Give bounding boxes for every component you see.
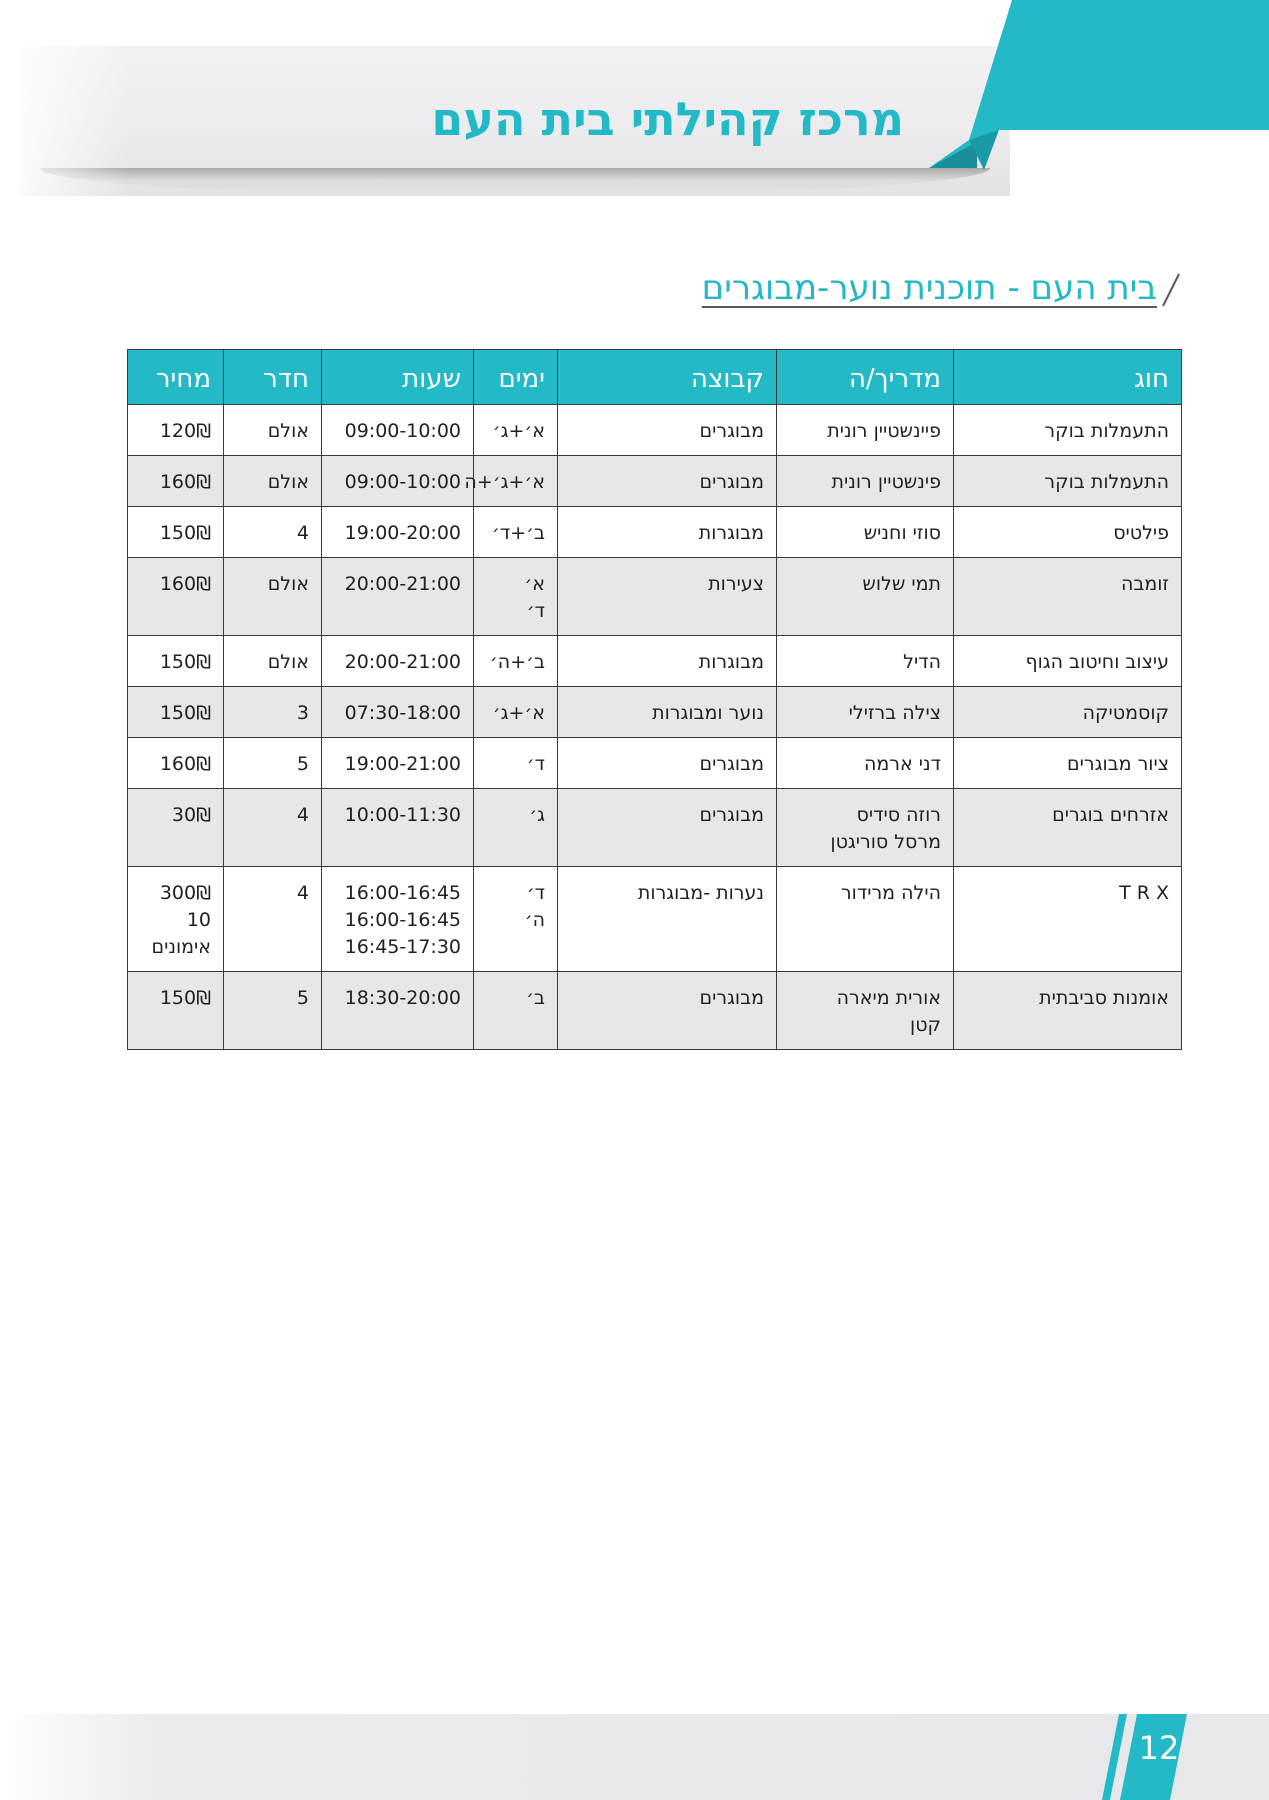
cell-instructor: פינשטיין רונית bbox=[777, 456, 954, 507]
section-title: בית העם - תוכנית נוער-מבוגרים bbox=[701, 268, 1157, 308]
cell-group: נערות -מבוגרות bbox=[558, 867, 777, 972]
cell-hours: 09:00-10:00 bbox=[322, 405, 474, 456]
cell-instructor: צילה ברזילי bbox=[777, 687, 954, 738]
cell-class: עיצוב וחיטוב הגוף bbox=[954, 636, 1182, 687]
cell-room: אולם bbox=[224, 558, 322, 636]
column-header-room: חדר bbox=[224, 350, 322, 405]
table-header-row bbox=[128, 350, 1182, 405]
cell-room: 5 bbox=[224, 738, 322, 789]
cell-class: אזרחים בוגרים bbox=[954, 789, 1182, 867]
cell-class: פילטיס bbox=[954, 507, 1182, 558]
cell-price: 150₪ bbox=[128, 636, 224, 687]
slash-mark-icon bbox=[1161, 268, 1181, 308]
cell-days: א׳+ג׳ bbox=[474, 687, 558, 738]
cell-instructor: הילה מרידור bbox=[777, 867, 954, 972]
cell-group: מבוגרות bbox=[558, 507, 777, 558]
cell-class: התעמלות בוקר bbox=[954, 456, 1182, 507]
cell-hours: 16:00-16:45 16:00-16:45 16:45-17:30 bbox=[322, 867, 474, 972]
cell-days: ג׳ bbox=[474, 789, 558, 867]
table-row bbox=[128, 558, 1182, 636]
table-row bbox=[128, 507, 1182, 558]
cell-days: א׳ ד׳ bbox=[474, 558, 558, 636]
header-fade bbox=[0, 40, 130, 200]
cell-days: ד׳ ה׳ bbox=[474, 867, 558, 972]
cell-hours: 20:00-21:00 bbox=[322, 558, 474, 636]
cell-hours: 19:00-21:00 bbox=[322, 738, 474, 789]
cell-room: אולם bbox=[224, 456, 322, 507]
cell-instructor: תמי שלוש bbox=[777, 558, 954, 636]
cell-price: 150₪ bbox=[128, 972, 224, 1050]
cell-hours: 20:00-21:00 bbox=[322, 636, 474, 687]
cell-hours: 18:30-20:00 bbox=[322, 972, 474, 1050]
cell-days: ב׳+ד׳ bbox=[474, 507, 558, 558]
cell-class: אומנות סביבתית bbox=[954, 972, 1182, 1050]
cell-instructor: אורית מיארה קטן bbox=[777, 972, 954, 1050]
cell-group: מבוגרים bbox=[558, 972, 777, 1050]
section-heading bbox=[702, 268, 1181, 308]
cell-days: א׳+ג׳+ה bbox=[474, 456, 558, 507]
table-row bbox=[128, 405, 1182, 456]
cell-days: ב׳+ה׳ bbox=[474, 636, 558, 687]
table-row bbox=[128, 636, 1182, 687]
cell-group: מבוגרים bbox=[558, 789, 777, 867]
cell-room: אולם bbox=[224, 405, 322, 456]
cell-price: 150₪ bbox=[128, 507, 224, 558]
table-row bbox=[128, 972, 1182, 1050]
cell-group: נוער ומבוגרות bbox=[558, 687, 777, 738]
cell-price: 160₪ bbox=[128, 456, 224, 507]
cell-group: צעירות bbox=[558, 558, 777, 636]
cell-price: 160₪ bbox=[128, 558, 224, 636]
cell-group: מבוגרים bbox=[558, 738, 777, 789]
cell-class: קוסמטיקה bbox=[954, 687, 1182, 738]
column-header-price: מחיר bbox=[128, 350, 224, 405]
table-row bbox=[128, 867, 1182, 972]
cell-days: א׳+ג׳ bbox=[474, 405, 558, 456]
cell-instructor: רוזה סידיס מרסל סוריגטן bbox=[777, 789, 954, 867]
cell-room: 5 bbox=[224, 972, 322, 1050]
table-row bbox=[128, 456, 1182, 507]
cell-price: 300₪ 10 אימונים bbox=[128, 867, 224, 972]
cell-price: 120₪ bbox=[128, 405, 224, 456]
cell-hours: 09:00-10:00 bbox=[322, 456, 474, 507]
cell-price: 160₪ bbox=[128, 738, 224, 789]
cell-group: מבוגרים bbox=[558, 456, 777, 507]
column-header-group: קבוצה bbox=[558, 350, 777, 405]
page-number: 12 bbox=[1138, 1729, 1180, 1767]
cell-price: 30₪ bbox=[128, 789, 224, 867]
schedule-table bbox=[127, 349, 1182, 1050]
cell-class: התעמלות בוקר bbox=[954, 405, 1182, 456]
cell-instructor: הדיל bbox=[777, 636, 954, 687]
cell-hours: 07:30-18:00 bbox=[322, 687, 474, 738]
column-header-hours: שעות bbox=[322, 350, 474, 405]
cell-instructor: סוזי וחניש bbox=[777, 507, 954, 558]
column-header-instructor: מדריך/ה bbox=[777, 350, 954, 405]
cell-days: ב׳ bbox=[474, 972, 558, 1050]
cell-group: מבוגרות bbox=[558, 636, 777, 687]
table-row bbox=[128, 738, 1182, 789]
cell-class: זומבה bbox=[954, 558, 1182, 636]
cell-room: 4 bbox=[224, 867, 322, 972]
table-row bbox=[128, 687, 1182, 738]
table-row bbox=[128, 789, 1182, 867]
header-accent-shape bbox=[929, 0, 1269, 180]
cell-instructor: פיינשטיין רונית bbox=[777, 405, 954, 456]
cell-hours: 10:00-11:30 bbox=[322, 789, 474, 867]
cell-hours: 19:00-20:00 bbox=[322, 507, 474, 558]
column-header-class: חוג bbox=[954, 350, 1182, 405]
cell-instructor: דני ארמה bbox=[777, 738, 954, 789]
cell-class: ציור מבוגרים bbox=[954, 738, 1182, 789]
cell-group: מבוגרים bbox=[558, 405, 777, 456]
cell-room: 4 bbox=[224, 789, 322, 867]
cell-days: ד׳ bbox=[474, 738, 558, 789]
cell-room: 3 bbox=[224, 687, 322, 738]
cell-price: 150₪ bbox=[128, 687, 224, 738]
cell-room: 4 bbox=[224, 507, 322, 558]
cell-room: אולם bbox=[224, 636, 322, 687]
cell-class: T R X bbox=[954, 867, 1182, 972]
column-header-days: ימים bbox=[474, 350, 558, 405]
page-title: מרכז קהילתי בית העם bbox=[431, 92, 904, 146]
